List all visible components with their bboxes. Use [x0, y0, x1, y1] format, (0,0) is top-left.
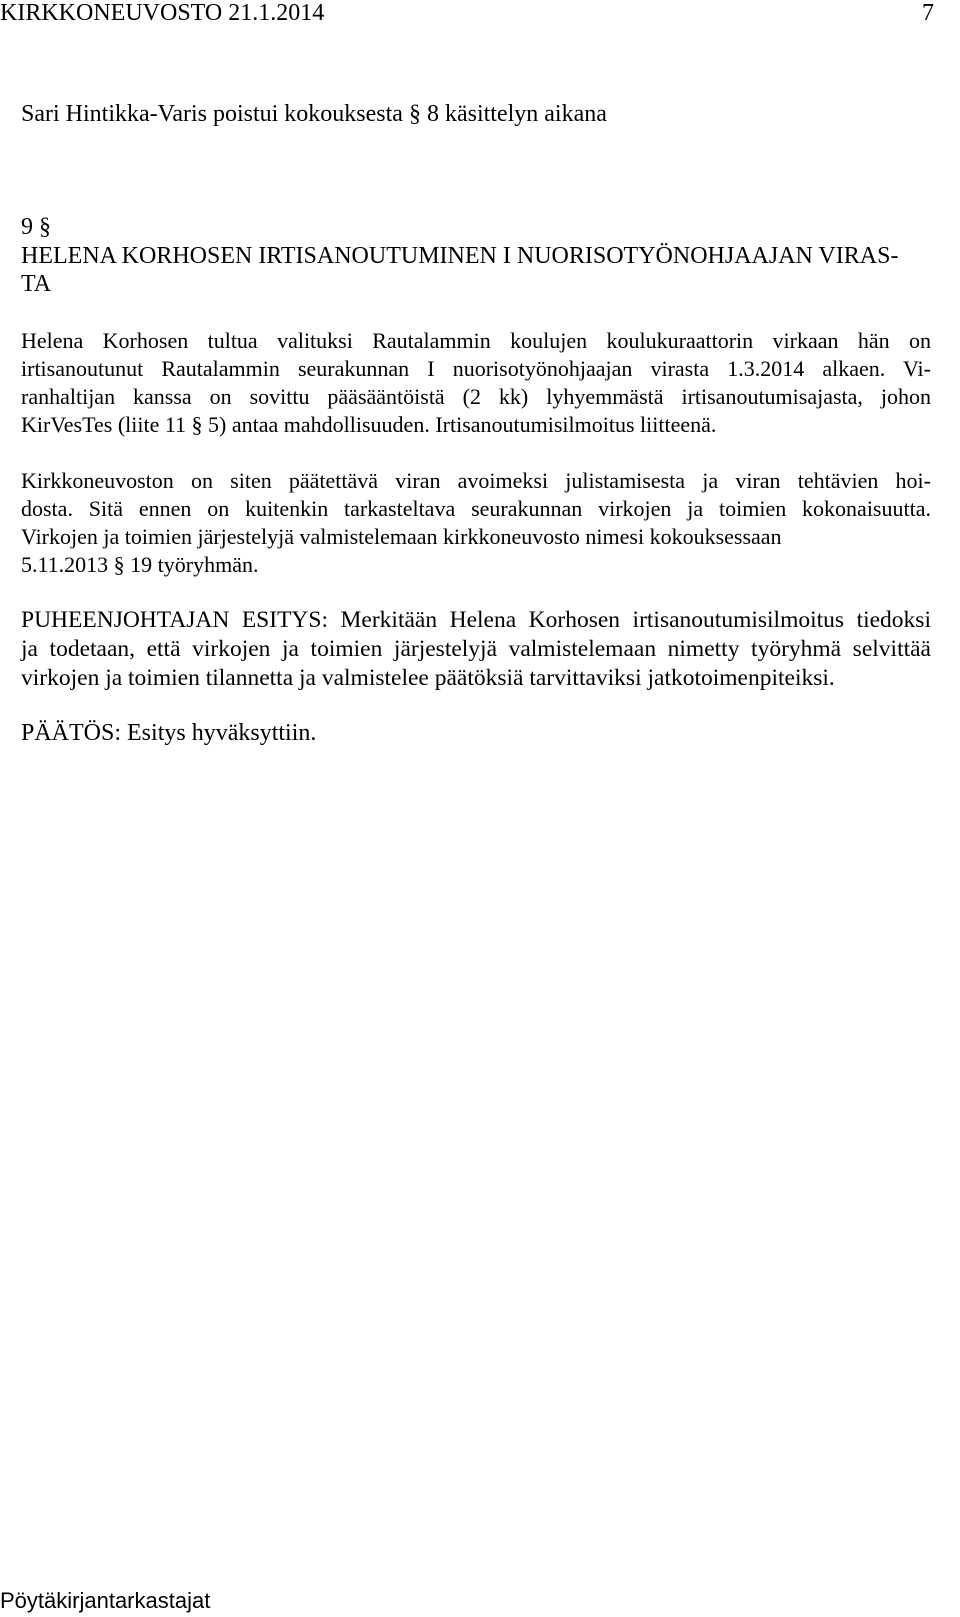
paragraph-council: [21, 467, 931, 579]
chair-proposal: [21, 606, 931, 693]
paragraph-line: Helena Korhosen tultua valituksi Rautalammin koulujen koulukuraattorin virkaan hän on: [21, 328, 931, 353]
paragraph-line: dosta. Sitä ennen on kuitenkin tarkasteltava seurakunnan virkojen ja toimien kokonaisuutta.: [21, 496, 931, 521]
attendance-note: Sari Hintikka-Varis poistui kokouksesta § 8 käsittelyn aikana: [21, 101, 607, 127]
footer-label: Pöytäkirjantarkastajat: [0, 1588, 211, 1613]
paragraph-line: irtisanoutunut Rautalammin seurakunnan I nuorisotyönohjaajan virasta 1.3.2014 alkaen. Vi-: [21, 356, 931, 381]
section-title-continued: [21, 270, 51, 298]
paragraph-resignation: [21, 327, 931, 439]
paragraph-line: KirVesTes (liite 11 § 5) antaa mahdollisuuden. Irtisanoutumisilmoitus liitteenä.: [21, 412, 717, 437]
page-footer: [0, 1588, 210, 1614]
section-title-line-2: TA: [21, 271, 52, 297]
section-title-line-1: HELENA KORHOSEN IRTISANOUTUMINEN I NUORISOTYÖNOHJAAJAN VIRAS-: [21, 243, 899, 269]
paragraph-line: 5.11.2013 § 19 työryhmän.: [21, 552, 259, 577]
section-number: 9 §: [21, 214, 51, 240]
page-number: 7: [922, 0, 934, 26]
paragraph-line: Virkojen ja toimien järjestelyjä valmistelemaan kirkkoneuvosto nimesi kokouksessaan: [21, 524, 782, 549]
header-title: KIRKKONEUVOSTO 21.1.2014: [0, 0, 325, 26]
paragraph-line: ranhaltijan kanssa on sovittu pääsääntöistä (2 kk) lyhyemmästä irtisanoutumisajasta, johon: [21, 384, 931, 409]
proposal-line: PUHEENJOHTAJAN ESITYS: Merkitään Helena Korhosen irtisanoutumisilmoitus tiedoksi: [21, 607, 931, 633]
section-title: [21, 242, 898, 270]
paragraph-line: Kirkkoneuvoston on siten päätettävä viran avoimeksi julistamisesta ja viran tehtävien hoi-: [21, 468, 931, 493]
decision: PÄÄTÖS: Esitys hyväksyttiin.: [21, 720, 317, 746]
proposal-line: ja todetaan, että virkojen ja toimien järjestelyjä valmistelemaan nimetty työryhmä selvittää: [21, 636, 931, 662]
proposal-line: virkojen ja toimien tilannetta ja valmistelee päätöksiä tarvittaviksi jatkotoimenpiteiksi.: [21, 665, 835, 691]
